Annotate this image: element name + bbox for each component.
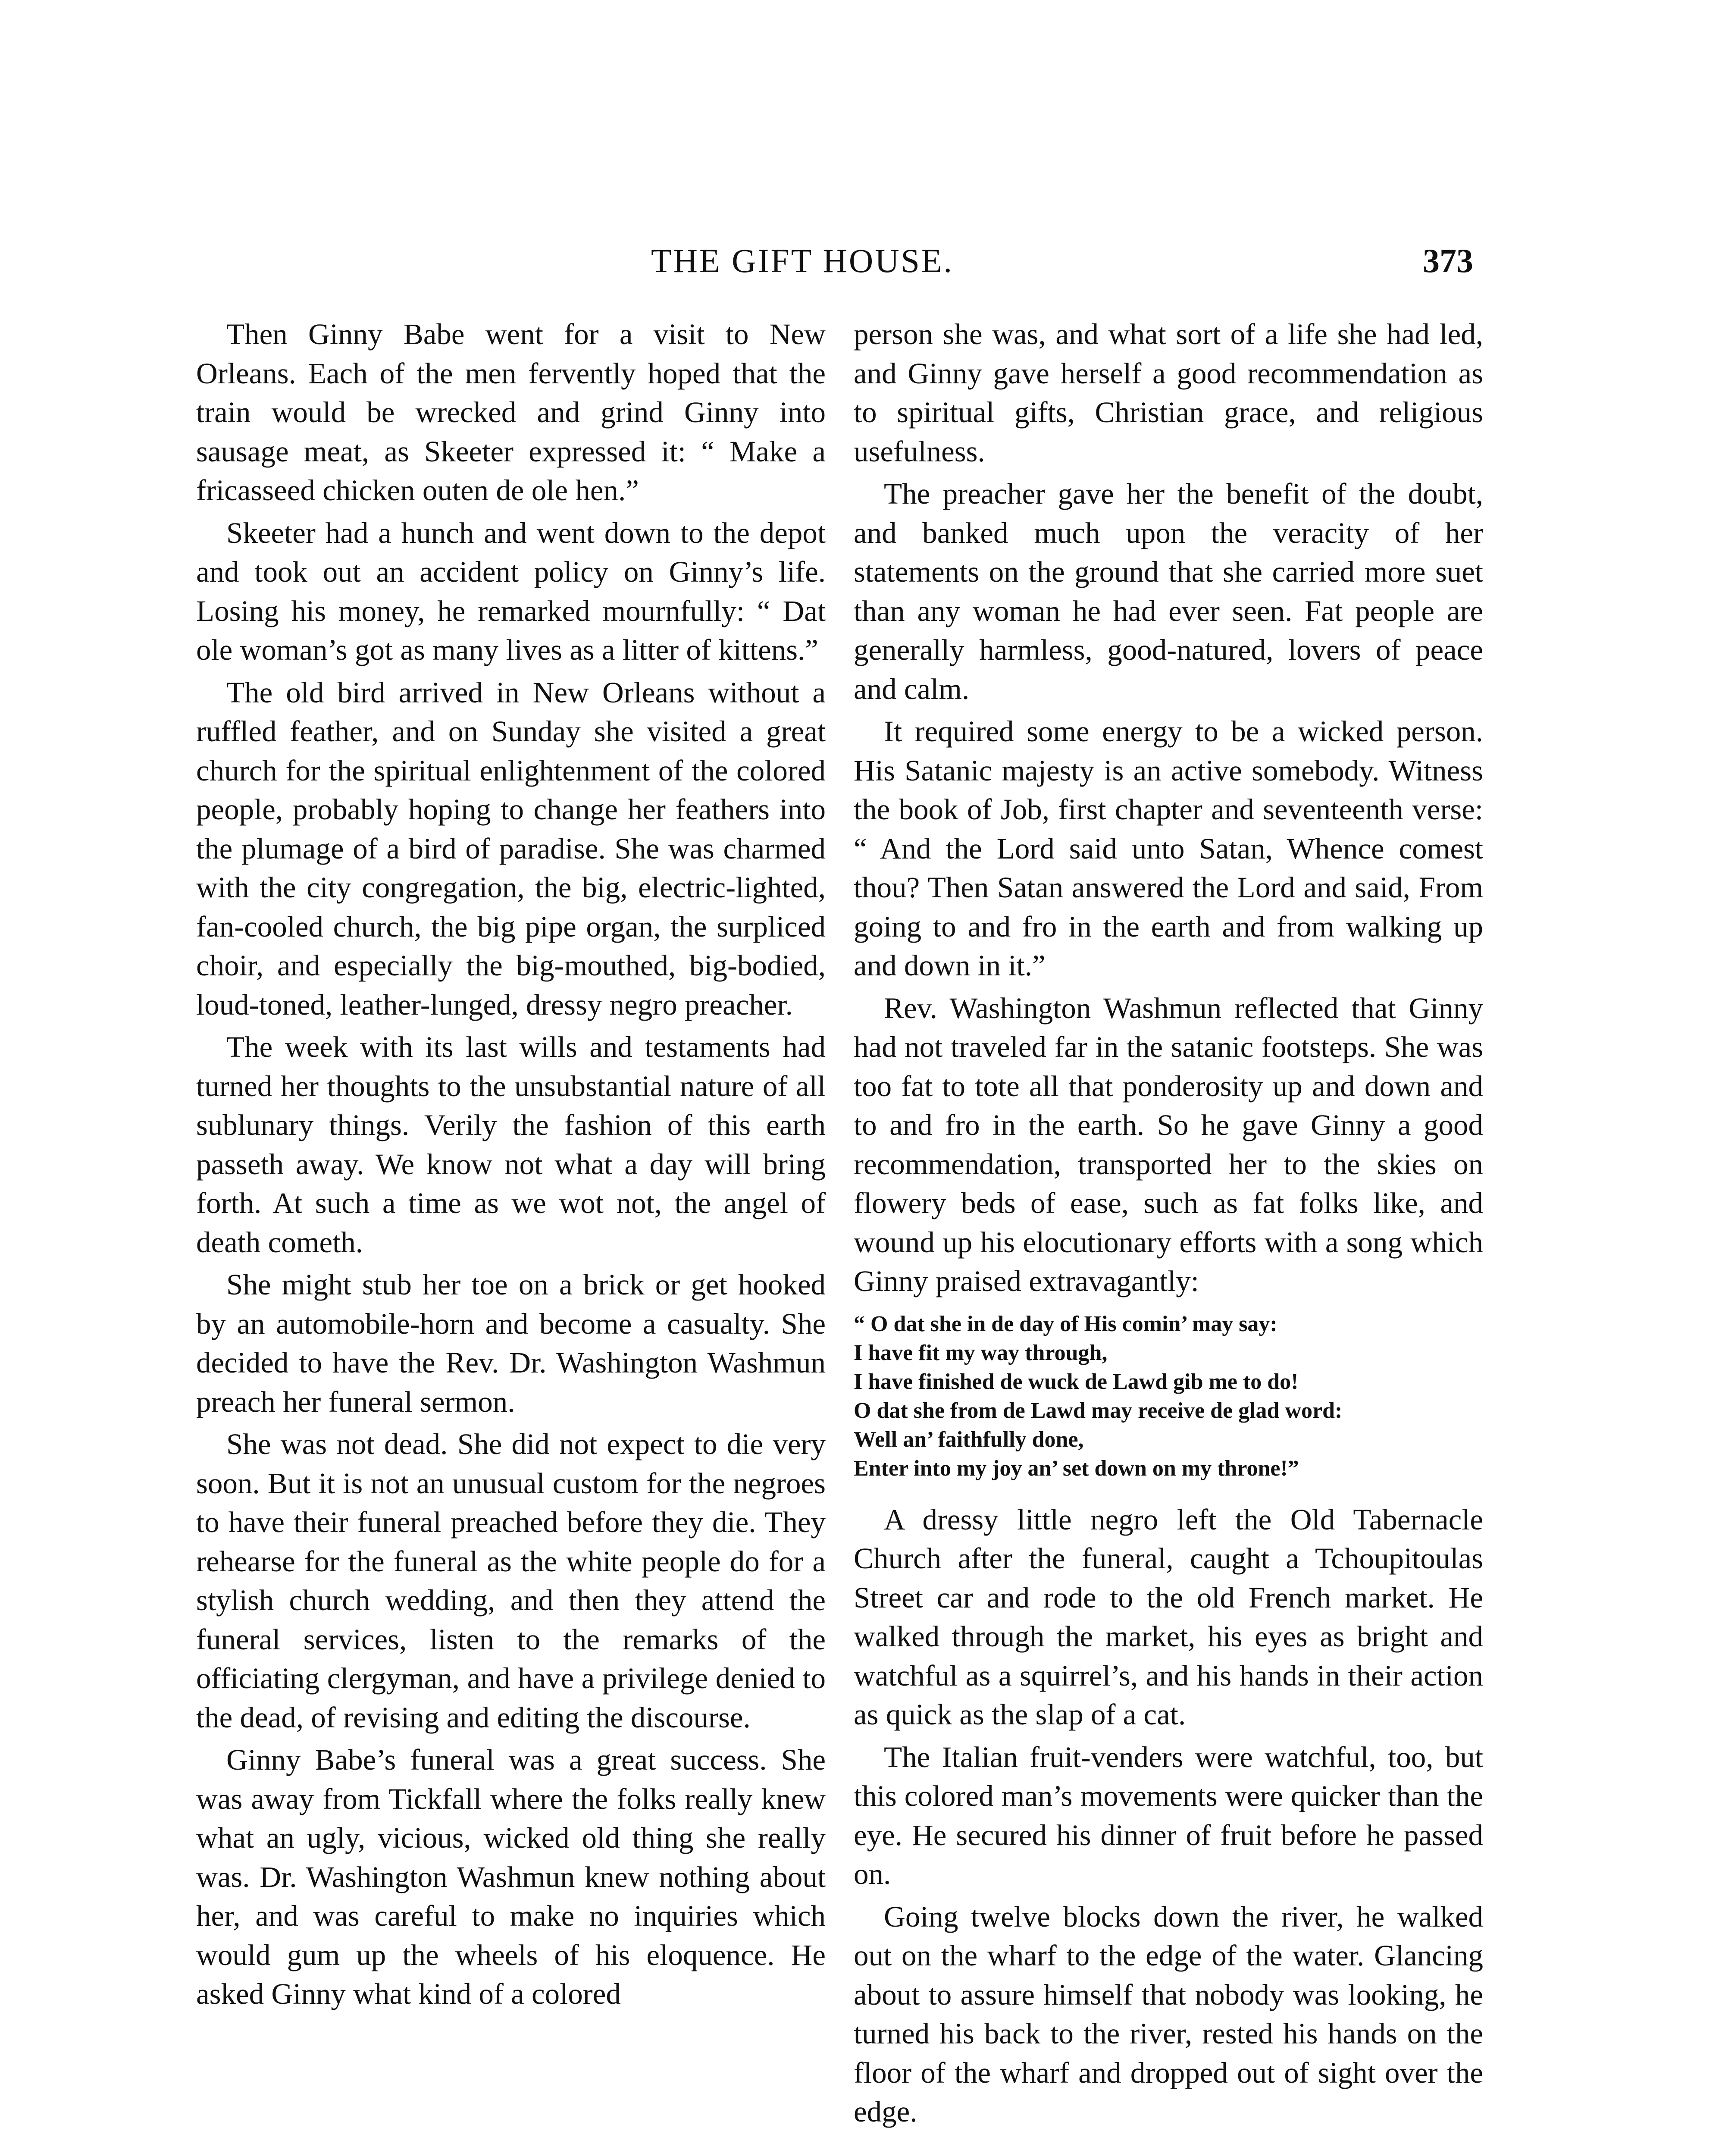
verse-line: I have fit my way through, xyxy=(854,1340,1108,1365)
verse-line: “ O dat she in de day of His comin’ may say: xyxy=(854,1311,1277,1336)
running-title: THE GIFT HOUSE. xyxy=(651,242,954,279)
paragraph: Then Ginny Babe went for a visit to New Orleans. Each of the men fervently hoped that the train would be wrecked and grind Ginny into sausage meat, as Skeeter expressed it: “ Make a fricasseed chicken outen de ole hen.” xyxy=(196,318,826,507)
paragraph: Rev. Washington Washmun reflected that Ginny had not traveled far in the satanic footsteps. She was too fat to tote all that ponderosity up and down and to and fro in the earth. So he gave Ginny a good recommendation, transported her to the skies on flowery beds of ease, such as fat folks like, and wound up his elocutionary efforts with a song which Ginny praised extravagantly: xyxy=(854,991,1483,1297)
paragraph: The preacher gave her the benefit of the doubt, and banked much upon the veracity of her statements on the ground that she carried more suet than any woman he had ever seen. Fat people are generally harmless, good-natured, lovers of peace and calm. xyxy=(854,477,1483,705)
paragraph: She might stub her toe on a brick or get hooked by an automobile-horn and become a casualty. She decided to have the Rev. Dr. Washington Washmun preach her funeral sermon. xyxy=(196,1268,826,1418)
verse-line: I have finished de wuck de Lawd gib me to do! xyxy=(854,1369,1299,1394)
paragraph: The Italian fruit-venders were watchful, too, but this colored man’s movements were quicker than the eye. He secured his dinner of fruit before he passed on. xyxy=(854,1740,1483,1890)
verse-line: Enter into my joy an’ set down on my throne!” xyxy=(854,1456,1299,1481)
left-column xyxy=(196,315,826,2017)
verse-line: O dat she from de Lawd may receive de glad word: xyxy=(854,1398,1343,1423)
verse-line: Well an’ faithfully done, xyxy=(854,1427,1084,1452)
paragraph: A dressy little negro left the Old Tabernacle Church after the funeral, caught a Tchoupitoulas Street car and rode to the old French market. He walked through the market, his eyes as bright and watchful as a squirrel’s, and his hands in their action as quick as the slap of a cat. xyxy=(854,1503,1483,1731)
page-header xyxy=(0,241,1722,285)
page-number: 373 xyxy=(1423,242,1473,279)
paragraph: Going twelve blocks down the river, he walked out on the wharf to the edge of the water. Glancing about to assure himself that nobody was looking, he turned his back to the river, rested his hands on the floor of the wharf and dropped out of sight over the edge. xyxy=(854,1900,1483,2128)
paragraph: The old bird arrived in New Orleans without a ruffled feather, and on Sunday she visited a great church for the spiritual enlightenment of the colored people, probably hoping to change her feathers into the plumage of a bird of paradise. She was charmed with the city congregation, the big, electric-lighted, fan-cooled church, the big pipe organ, the surpliced choir, and especially the big-mouthed, big-bodied, loud-toned, leather-lunged, dressy negro preacher. xyxy=(196,676,826,1021)
paragraph: person she was, and what sort of a life she had led, and Ginny gave herself a good recommendation as to spiritual gifts, Christian grace, and religious usefulness. xyxy=(854,318,1483,468)
right-column xyxy=(854,315,1483,2135)
paragraph: The week with its last wills and testaments had turned her thoughts to the unsubstantial nature of all sublunary things. Verily the fashion of this earth passeth away. We know not what a day will bring forth. At such a time as we wot not, the angel of death cometh. xyxy=(196,1031,826,1259)
paragraph: Skeeter had a hunch and went down to the depot and took out an accident policy on Ginny’s life. Losing his money, he remarked mournfully: “ Dat ole woman’s got as many lives as a litter of kittens.” xyxy=(196,516,826,666)
paragraph: She was not dead. She did not expect to die very soon. But it is not an unusual custom for the negroes to have their funeral preached before they die. They rehearse for the funeral as the white people do for a stylish church wedding, and then they attend the funeral services, listen to the remarks of the officiating clergyman, and have a privilege denied to the dead, of revising and editing the discourse. xyxy=(196,1428,826,1734)
paragraph: Ginny Babe’s funeral was a great success. She was away from Tickfall where the folks really knew what an ugly, vicious, wicked old thing she really was. Dr. Washington Washmun knew nothing about her, and was careful to make no inquiries which would gum up the wheels of his eloquence. He asked Ginny what kind of a colored xyxy=(196,1743,826,2010)
paragraph: It required some energy to be a wicked person. His Satanic majesty is an active somebody. Witness the book of Job, first chapter and seventeenth verse: “ And the Lord said unto Satan, Whence comest thou? Then Satan answered the Lord and said, From going to and fro in the earth and from walking up and down in it.” xyxy=(854,715,1483,982)
song-verse xyxy=(854,1310,1483,1483)
